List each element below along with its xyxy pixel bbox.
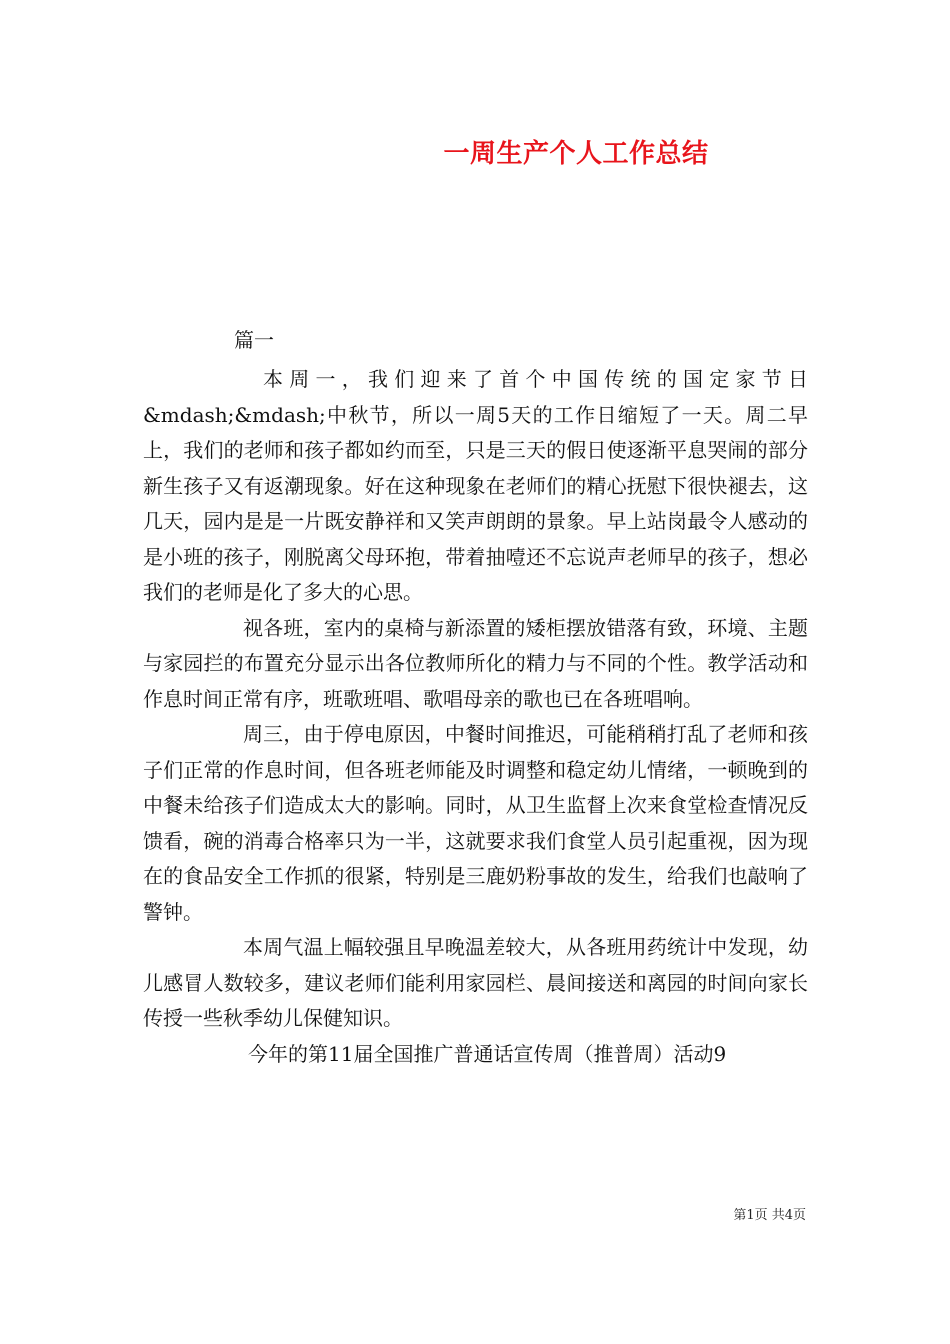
paragraph: 本周一，我们迎来了首个中国传统的国定家节日&mdash;&mdash;中秋节，所以一周5天的工作日缩短了一天。周二早上，我们的老师和孩子都如约而至，只是三天的假日使逐渐平息哭闹的部分新生孩子又有返潮现象。好在这种现象在老师们的精心抚慰下很快褪去，这几天，园内是是一片既安静祥和又笑声朗朗的景象。早上站岗最令人感动的是小班的孩子，刚脱离父母环抱，带着抽噎还不忘说声老师早的孩子，想必我们的老师是化了多大的心思。 <box>143 367 808 604</box>
paragraph: 视各班，室内的桌椅与新添置的矮柜摆放错落有致，环境、主题与家园拦的布置充分显示出各位教师所化的精力与不同的个性。教学活动和作息时间正常有序，班歌班唱、歌唱母亲的歌也已在各班唱响。 <box>143 615 808 711</box>
paragraph: 今年的第11届全国推广普通话宣传周（推普周）活动9 <box>248 1041 727 1066</box>
section-label: 篇一 <box>234 328 274 352</box>
paragraph: 周三，由于停电原因，中餐时间推迟，可能稍稍打乱了老师和孩子们正常的作息时间，但各班老师能及时调整和稳定幼儿情绪，一顿晚到的中餐未给孩子们造成太大的影响。同时，从卫生监督上次来食堂检查情况反馈看，碗的消毒合格率只为一半，这就要求我们食堂人员引起重视，因为现在的食品安全工作抓的很紧，特别是三鹿奶粉事故的发生，给我们也敲响了警钟。 <box>143 722 808 924</box>
document-title: 一周生产个人工作总结 <box>443 139 709 169</box>
document-body <box>143 362 808 1072</box>
paragraph: 本周气温上幅较强且早晚温差较大，从各班用药统计中发现，幼儿感冒人数较多，建议老师们能利用家园栏、晨间接送和离园的时间向家长传授一些秋季幼儿保健知识。 <box>143 935 808 1030</box>
page-number: 第1页 共4页 <box>733 1208 806 1223</box>
